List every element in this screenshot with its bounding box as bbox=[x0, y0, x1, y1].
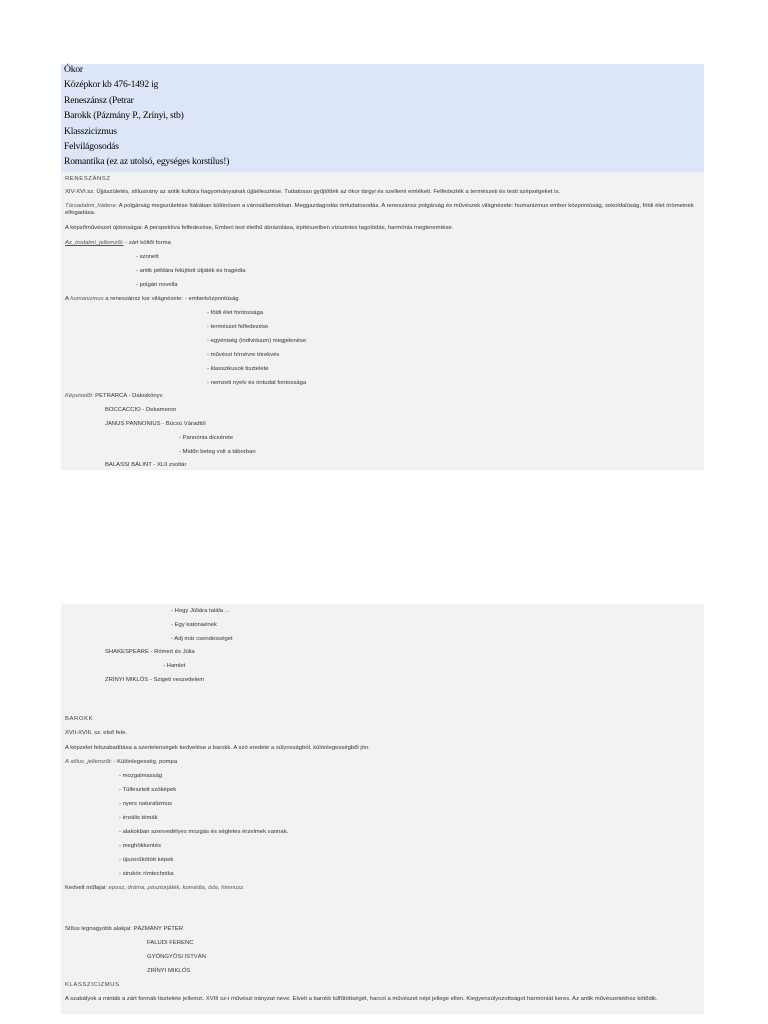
label: Az_irodalmi_jellemzői: bbox=[65, 240, 124, 246]
section-heading: KLASSZICIZMUS bbox=[65, 982, 120, 988]
list-item: GYÖNGYÖSI ISTVÁN bbox=[147, 954, 206, 960]
label: Stílus legnagyobb alakjai: bbox=[65, 926, 132, 932]
text: eposz, dráma, pásztorjáték, komédia, óda, himnusz. bbox=[106, 885, 245, 891]
list-item: - meghökkentés bbox=[119, 843, 161, 849]
list-item: - Túlfesztett szóképek bbox=[119, 787, 177, 793]
list-item: - Egy katonaének bbox=[171, 622, 217, 628]
list-item: - egyéniség (individuum) megjelenése bbox=[207, 338, 307, 344]
list-lead bbox=[65, 926, 183, 933]
label: Képviselői: bbox=[65, 393, 94, 399]
label: Társadalmi_háttere: bbox=[65, 203, 118, 209]
list-item: - földi élet fontossága bbox=[207, 310, 263, 316]
list-lead bbox=[65, 296, 239, 303]
list-item: PETRARCA - Daloskönyv bbox=[93, 393, 163, 399]
label: Kedvelt műfajai: bbox=[65, 885, 107, 891]
list-item: - Különlegesség, pompa bbox=[111, 759, 178, 765]
toc-item-okor: Ókor bbox=[64, 64, 83, 75]
paragraph: A képzőművészet újdonságai: A perspektíva felfedezése, Emberi test élethű ábrázolása, építészetben vízszintes tagolódás, harmónia megteremtése. bbox=[65, 225, 454, 231]
list-item: - újszerűkötött képek bbox=[119, 857, 174, 863]
renaissance-section bbox=[61, 172, 704, 470]
paragraph: XIV-XVI.sz. Újjászületés, stílusirány az antik kultúra hagyományainak újjáélesztése. Tudatosan gyűjtötték az ókor tárgyi és szellemi emlékeit. Felfedezték a természeti és testi szépségeket is. bbox=[65, 189, 561, 195]
list-item: - Midőn beteg volt a táborban bbox=[179, 449, 256, 455]
toc-item-felvilagosodas: Felvilágosodás bbox=[64, 141, 119, 152]
section-heading: RENESZÁNSZ bbox=[65, 176, 111, 182]
list-item: BALASSI BÁLINT - XLII zsoltár bbox=[105, 462, 187, 468]
list-item: - Adj már csendességet bbox=[171, 636, 233, 642]
list-lead bbox=[65, 240, 171, 247]
text: A bbox=[65, 296, 71, 302]
label: humanizmus bbox=[70, 296, 104, 302]
list-item: - Hamlet bbox=[163, 663, 186, 669]
label: A stílus_jellemzői: bbox=[65, 759, 112, 765]
list-item: - művészi hírnévre törekvés bbox=[207, 352, 280, 358]
list-item: - strukóc rímtechnika bbox=[119, 871, 174, 877]
paragraph: A szabályok a minták a zárt formák tisztelete jellemzi. XVIII sz-i művészi irányzat neve. Elveti a barokk túlfűtöttségét, harcol a művészet népi jellege ellen. Kiegyensúlyozottságot harmóniát keres. Az antik művészetekhez kötődik. bbox=[65, 996, 658, 1002]
list-item: - nyers naturalizmus bbox=[119, 801, 173, 807]
list-item: - antik példára felújított útjáték és tragédia bbox=[136, 268, 246, 274]
list-item: - mozgalmasság bbox=[119, 773, 163, 779]
paragraph: A képzelet felszabadítása a szertelenségek kedvelése a barokk. A szó eredete a súlyosságból, különlegességből jön. bbox=[65, 745, 370, 751]
list-lead bbox=[65, 759, 177, 766]
page-two-section bbox=[61, 604, 704, 1014]
list-item: - nemzeti nyelv és öntudat fontossága bbox=[207, 380, 307, 386]
toc-block bbox=[61, 64, 704, 172]
paragraph bbox=[65, 203, 701, 217]
paragraph-text: A polgárság megszületése Itáliában különösen a városállamokban. Meggazdagodás önfudatosodás. A reneszánsz polgárság és művészek világnézete: humanizmus ember központúság, sokoldalúság, földi élet örömeinek elfogadása. bbox=[65, 203, 694, 216]
list-item: FALUDI FERENC bbox=[147, 940, 194, 946]
list-item: - Hogy Júliára talála ... bbox=[171, 608, 230, 614]
list-lead bbox=[65, 885, 245, 892]
list-item: - zárt költői forma bbox=[123, 240, 171, 246]
list-lead bbox=[65, 393, 163, 400]
toc-item-kozepkor: Középkor kb 476-1492 ig bbox=[64, 79, 159, 90]
toc-item-barokk: Barokk (Pázmány P., Zrínyi, stb) bbox=[64, 110, 184, 121]
list-item: - természet felfedezése bbox=[207, 324, 269, 330]
list-item: ZRÍNYI MIKLÓS bbox=[147, 968, 191, 974]
list-item: - polgári novella bbox=[136, 282, 178, 288]
list-item: - klasszikusok tisztelete bbox=[207, 366, 269, 372]
toc-item-klasszicizmus: Klasszicizmus bbox=[64, 126, 117, 137]
list-item: ZRÍNYI MIKLÓS - Szigeti veszedelem bbox=[105, 677, 205, 683]
list-item: PÁZMÁNY PÉTER bbox=[131, 926, 184, 932]
list-item: SHAKESPEARE - Rómeó és Júlia bbox=[105, 649, 195, 655]
toc-item-reneszansz: Reneszánsz (Petrar bbox=[64, 95, 134, 106]
list-item: BOCCACCIO - Dekameron bbox=[105, 407, 177, 413]
list-item: - alakokban szenvedélyes mozgás és ségletes érzelmek vannak. bbox=[119, 829, 289, 835]
section-heading: BAROKK bbox=[65, 716, 94, 722]
list-item: - szonett bbox=[136, 254, 159, 260]
list-item: - Pannónia dicsérete bbox=[179, 435, 234, 441]
list-item: - irreális témák bbox=[119, 815, 158, 821]
text: a reneszánsz kor világnézete: - emberközpontúság bbox=[103, 296, 239, 302]
toc-item-romantika: Romantika (ez az utolsó, egységes korstílus!) bbox=[64, 156, 230, 167]
paragraph: XVII-XVIII. sz. első fele. bbox=[65, 730, 127, 736]
list-item: JANUS PANNONIUS - Búcsú Váradtól bbox=[105, 421, 206, 427]
